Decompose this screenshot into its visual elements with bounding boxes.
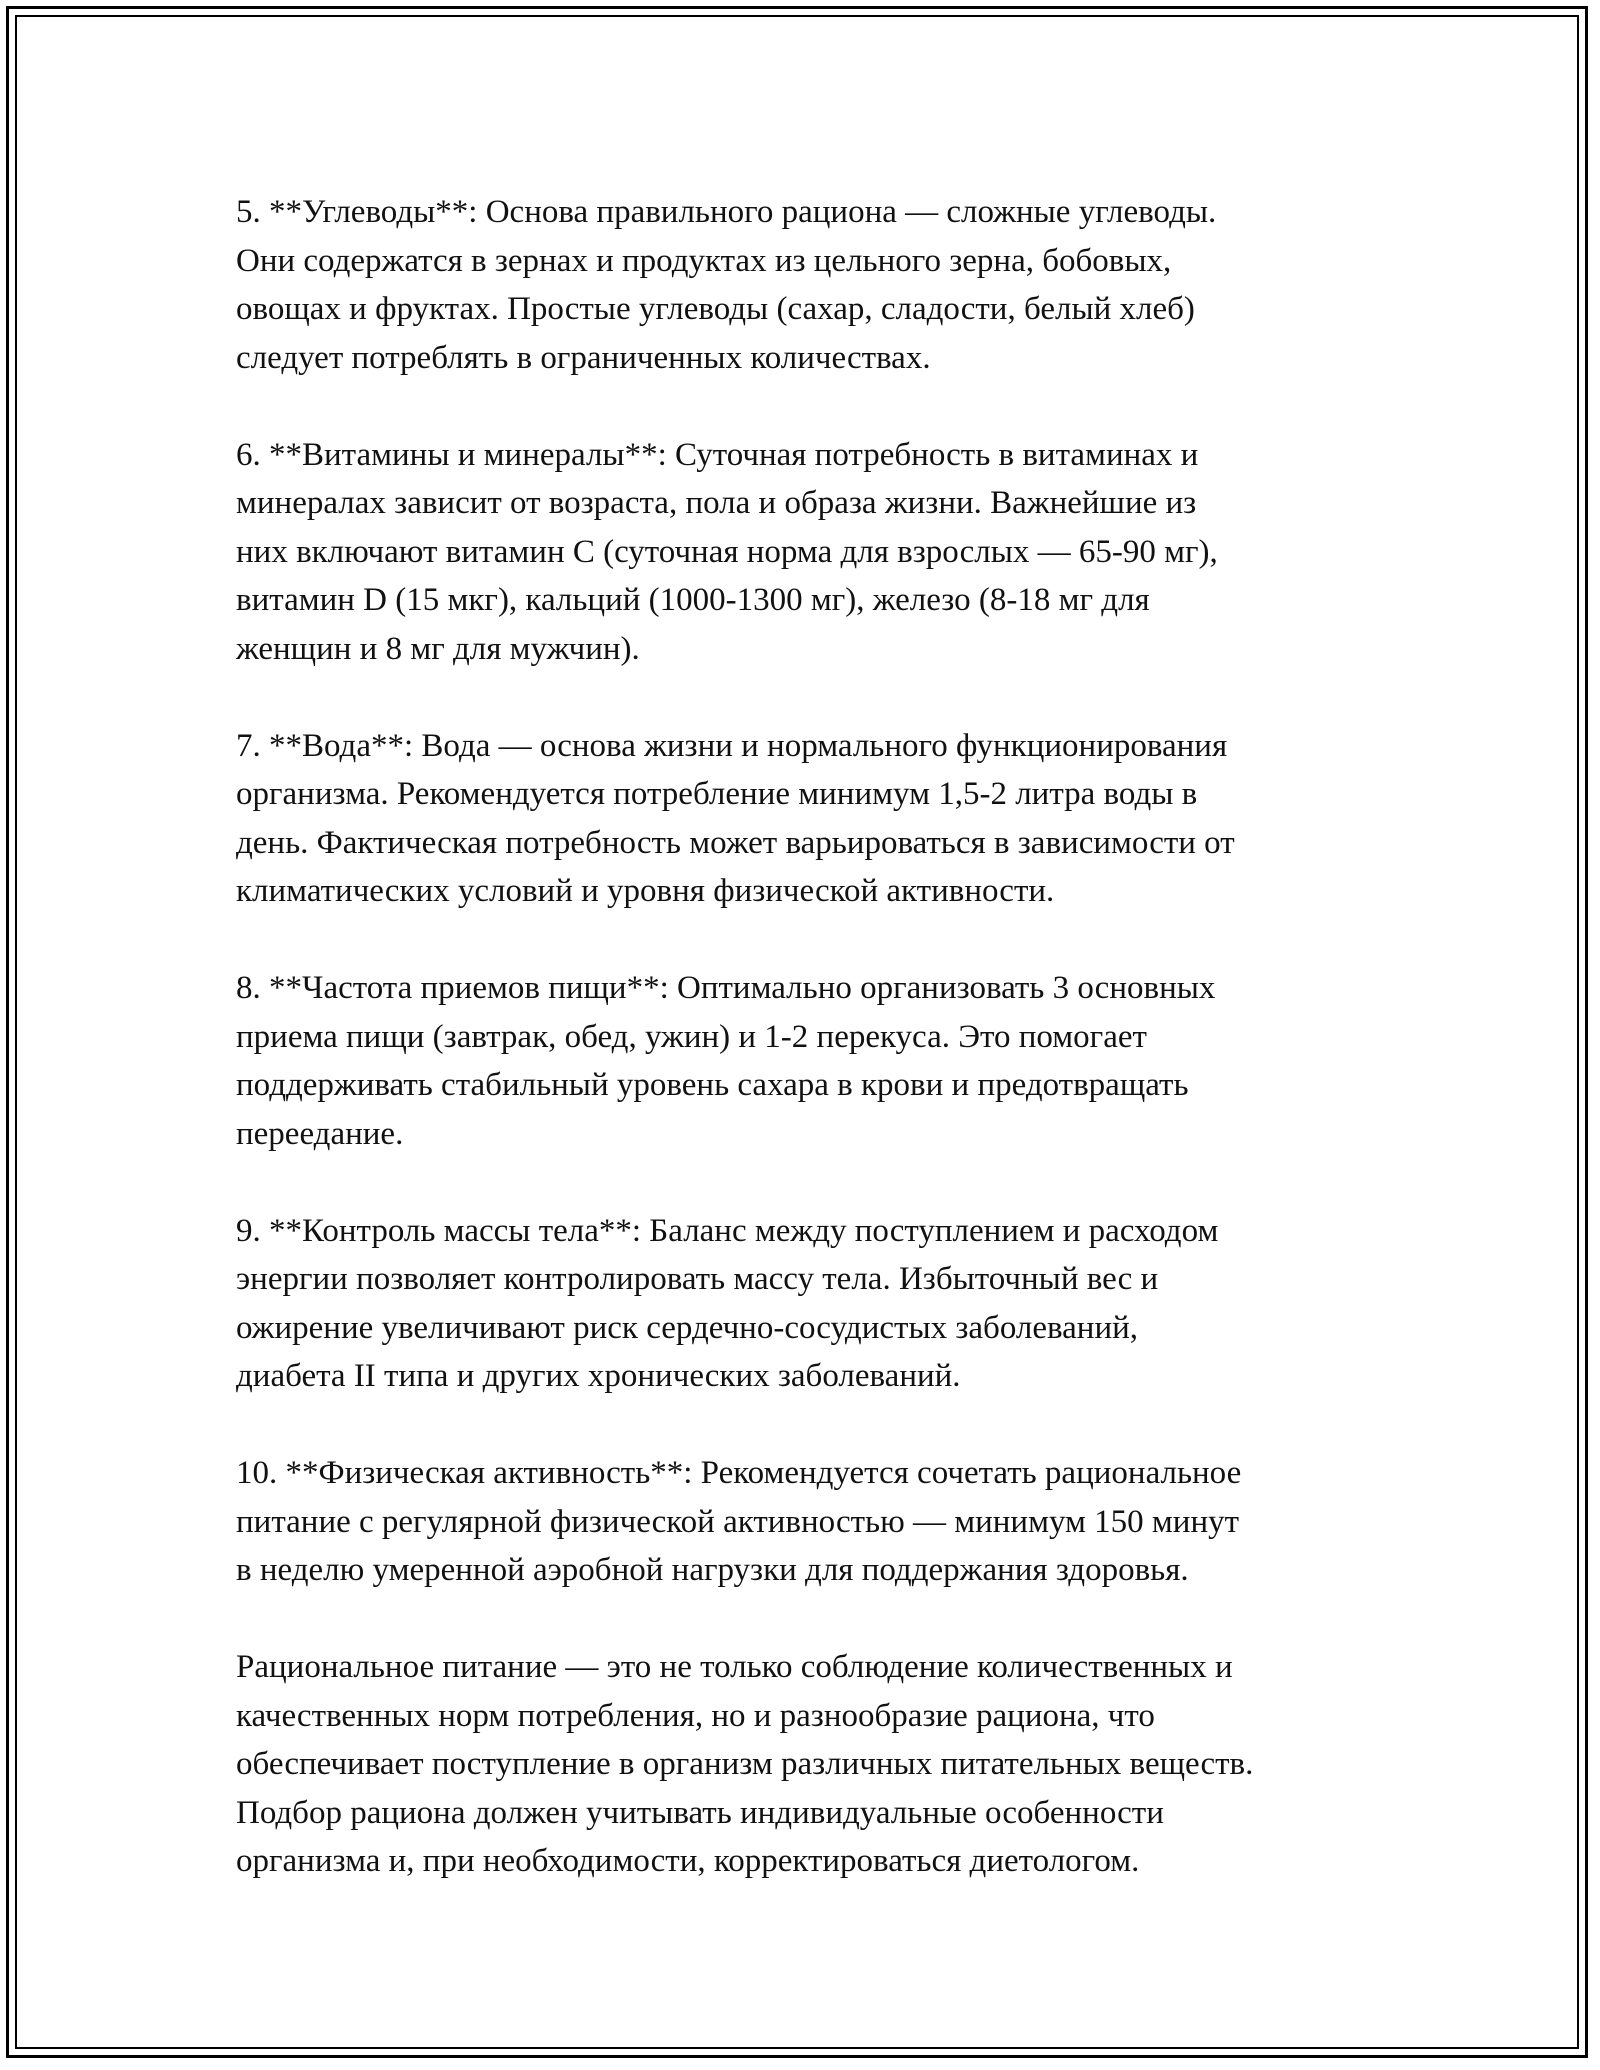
document-body	[236, 188, 1416, 1934]
paragraph-weight-control: 9. **Контроль массы тела**: Баланс между поступлением и расходом энергии позволяет контролировать массу тела. Избыточный вес и ожирение увеличивают риск сердечно-сосудистых заболеваний, диабета II типа и других хронических заболеваний.	[236, 1212, 1219, 1394]
paragraph-vitamins-minerals: 6. **Витамины и минералы**: Суточная потребность в витаминах и минералах зависит от возраста, пола и образа жизни. Важнейшие из них включают витамин С (суточная норма для взрослых — 65-90 мг), витамин D (15 мкг), кальций (1000-1300 мг), железо (8-18 мг для женщин и 8 мг для мужчин).	[236, 436, 1218, 667]
paragraph-carbohydrates: 5. **Углеводы**: Основа правильного рациона — сложные углеводы. Они содержатся в зернах и продуктах из цельного зерна, бобовых, овощах и фруктах. Простые углеводы (сахар, сладости, белый хлеб) следует потреблять в ограниченных количествах.	[236, 194, 1217, 376]
paragraph-conclusion: Рациональное питание — это не только соблюдение количественных и качественных норм потребления, но и разнообразие рациона, что обеспечивает поступление в организм различных питательных веществ. Подбор рациона должен учитывать индивидуальные особенности организма и, при необходимости, корректироваться диетологом.	[236, 1649, 1254, 1879]
paragraph-meal-frequency: 8. **Частота приемов пищи**: Оптимально организовать 3 основных приема пищи (завтрак, обед, ужин) и 1-2 перекуса. Это помогает поддерживать стабильный уровень сахара в крови и предотвращать переедание.	[236, 970, 1216, 1152]
paragraph-water: 7. **Вода**: Вода — основа жизни и нормального функционирования организма. Рекомендуется потребление минимум 1,5-2 литра воды в день. Фактическая потребность может варьироваться в зависимости от климатических условий и уровня физической активности.	[236, 727, 1235, 909]
paragraph-physical-activity: 10. **Физическая активность**: Рекомендуется сочетать рациональное питание с регулярной физической активностью — минимум 150 минут в неделю умеренной аэробной нагрузки для поддержания здоровья.	[236, 1455, 1242, 1588]
